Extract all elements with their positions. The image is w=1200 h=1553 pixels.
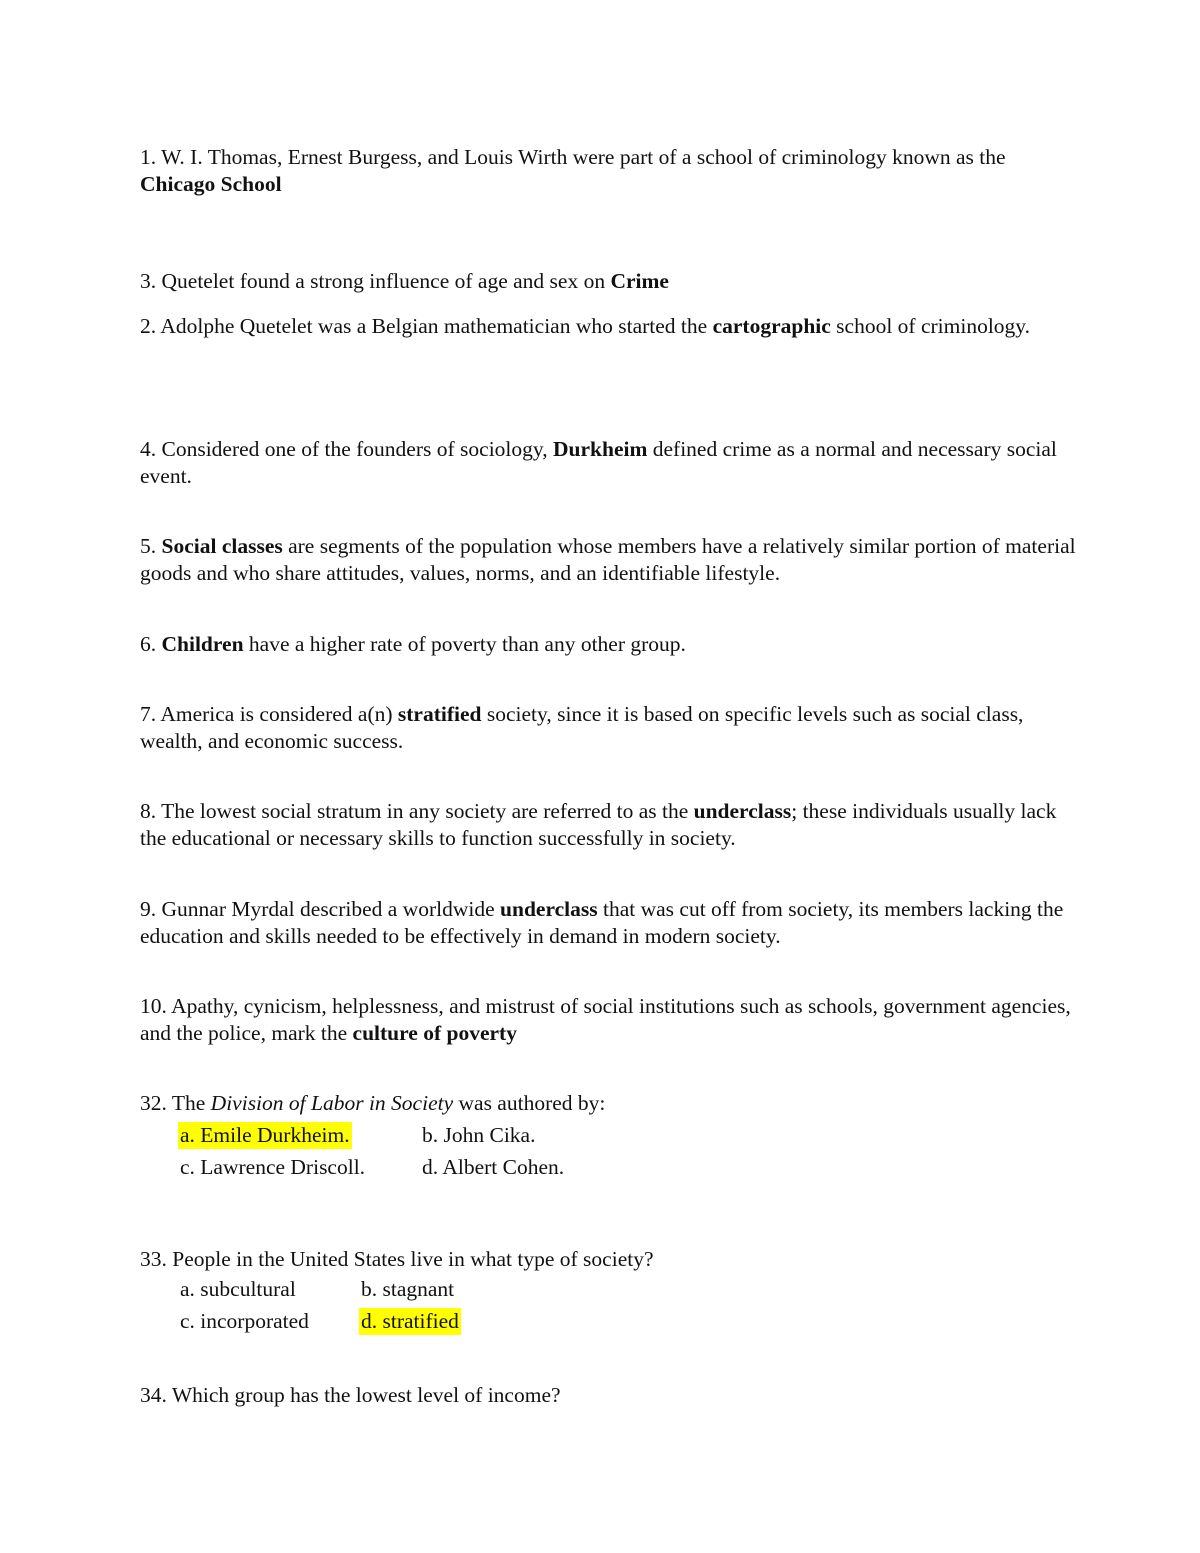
q32-option-a: a. Emile Durkheim.	[180, 1123, 350, 1147]
question-34: 34. Which group has the lowest level of income?	[140, 1383, 561, 1407]
answer-5: Social classes	[161, 534, 283, 558]
question-9: 9. Gunnar Myrdal described a worldwide underclass that was cut off from society, its members lacking the education and skills needed to be effectively in demand in modern society.	[140, 897, 1064, 948]
q33-option-b: b. stagnant	[361, 1277, 455, 1301]
book-title: Division of Labor in Society	[210, 1091, 454, 1115]
question-2: 2. Adolphe Quetelet was a Belgian mathematician who started the cartographic school of criminology.	[140, 314, 1031, 338]
question-3: 3. Quetelet found a strong influence of age and sex on Crime	[140, 269, 669, 293]
question-4: 4. Considered one of the founders of sociology, Durkheim defined crime as a normal and necessary social event.	[140, 437, 1057, 488]
q32-option-b: b. John Cika.	[422, 1123, 536, 1147]
answer-1: Chicago School	[140, 172, 282, 196]
q33-option-d: d. stratified	[361, 1309, 459, 1333]
question-7: 7. America is considered a(n) stratified society, since it is based on specific levels such as social class, wealth, and economic success.	[140, 702, 1024, 753]
q33-option-c: c. incorporated	[180, 1309, 309, 1333]
q33-option-a: a. subcultural	[180, 1277, 296, 1301]
question-8: 8. The lowest social stratum in any society are referred to as the underclass; these individuals usually lack the educational or necessary skills to function successfully in society.	[140, 799, 1057, 850]
q32-option-d: d. Albert Cohen.	[422, 1155, 565, 1179]
answer-3: Crime	[610, 269, 669, 293]
answer-2: cartographic	[712, 314, 831, 338]
question-32: 32. The Division of Labor in Society was authored by:	[140, 1091, 606, 1115]
question-1: 1. W. I. Thomas, Ernest Burgess, and Louis Wirth were part of a school of criminology known as the Chicago School	[140, 145, 1006, 196]
answer-4: Durkheim	[553, 437, 648, 461]
answer-8: underclass	[693, 799, 792, 823]
question-33: 33. People in the United States live in what type of society?	[140, 1247, 654, 1271]
question-6: 6. Children have a higher rate of poverty than any other group.	[140, 632, 686, 656]
answer-7: stratified	[397, 702, 482, 726]
answer-9: underclass	[500, 897, 598, 921]
answer-6: Children	[161, 632, 244, 656]
question-10: 10. Apathy, cynicism, helplessness, and mistrust of social institutions such as schools, government agencies, and the police, mark the culture of poverty	[140, 994, 1071, 1045]
answer-10: culture of poverty	[352, 1021, 517, 1045]
q32-option-c: c. Lawrence Driscoll.	[180, 1155, 366, 1179]
question-5: 5. Social classes are segments of the population whose members have a relatively similar portion of material goods and who share attitudes, values, norms, and an identifiable lifestyle.	[140, 534, 1076, 585]
